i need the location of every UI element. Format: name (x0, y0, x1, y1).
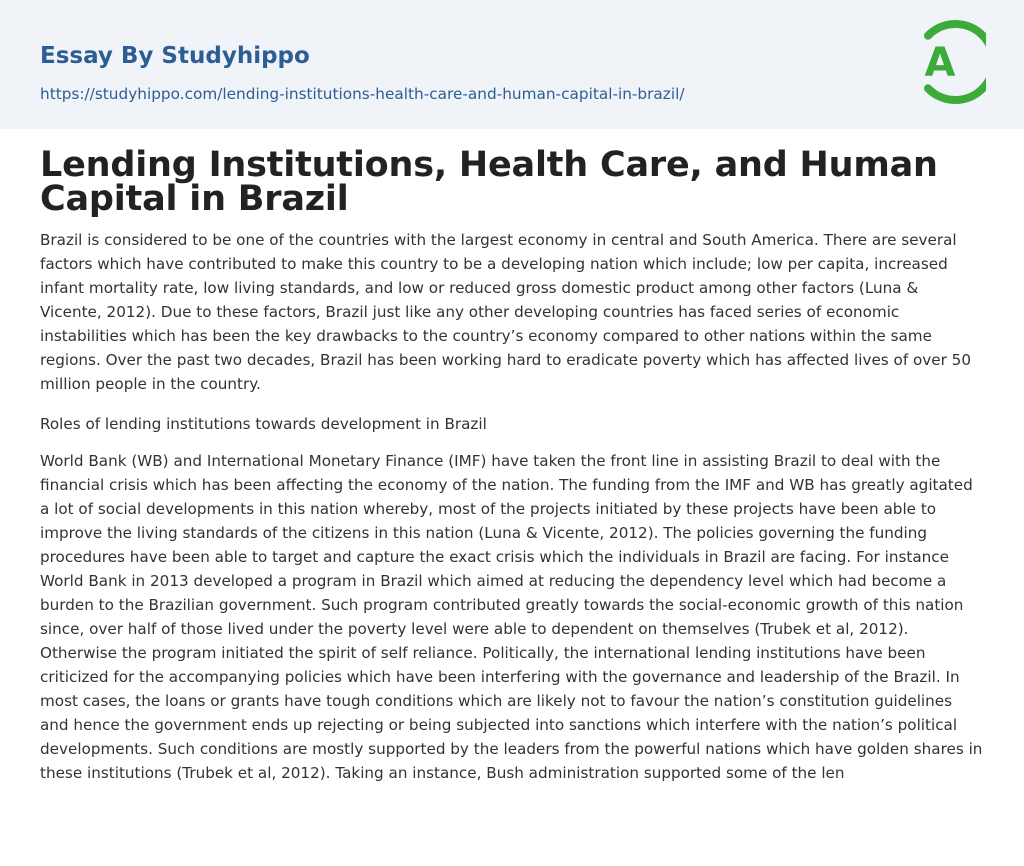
studyhippo-logo-icon[interactable] (912, 19, 986, 105)
page-title: Lending Institutions, Health Care, and Human Capital in Brazil (40, 145, 938, 219)
source-url-link[interactable]: https://studyhippo.com/lending-institutions-health-care-and-human-capital-in-brazil/ (40, 85, 685, 103)
logo-letter: A (924, 40, 956, 86)
brand-title: Essay By Studyhippo (40, 43, 310, 69)
article (40, 145, 984, 785)
site-header (0, 0, 1024, 129)
intro-paragraph: Brazil is considered to be one of the countries with the largest economy in central and South America. There are several factors which have contributed to make this country to be a developing nation which include; low per capita, increased infant mortality rate, low living standards, and low or reduced gross domestic product among other factors (Luna & Vicente, 2012). Due to these factors, Brazil just like any other developing countries has faced series of economic instabilities which has been the key drawbacks to the country’s economy compared to other nations within the same regions. Over the past two decades, Brazil has been working hard to eradicate poverty which has affected lives of over 50 million people in the country. (40, 231, 972, 393)
body-paragraph: World Bank (WB) and International Monetary Finance (IMF) have taken the front line in assisting Brazil to deal with the financial crisis which has been affecting the economy of the nation. The funding from the IMF and WB has greatly agitated a lot of social developments in this nation whereby, most of the projects initiated by these projects have been able to improve the living standards of the citizens in this nation (Luna & Vicente, 2012). The policies governing the funding procedures have been able to target and capture the exact crisis which the individuals in Brazil are facing. For instance World Bank in 2013 developed a program in Brazil which aimed at reducing the dependency level which had become a burden to the Brazilian government. Such program contributed greatly towards the social-economic growth of this nation since, over half of those lived under the poverty level were able to dependent on themselves (Trubek et al, 2012). Otherwise the program initiated the spirit of self reliance. Politically, the international lending institutions have been criticized for the accompanying policies which have been interfering with the governance and leadership of the Brazil. In most cases, the loans or grants have tough conditions which are likely not to favour the nation’s constitution guidelines and hence the government ends up rejecting or being subjected into sanctions which interfere with the nation’s political developments. Such conditions are mostly supported by the leaders from the powerful nations which have golden shares in these institutions (Trubek et al, 2012). Taking an instance, Bush administration supported some of the len (40, 452, 983, 782)
section-subheading: Roles of lending institutions towards development in Brazil (40, 415, 487, 433)
